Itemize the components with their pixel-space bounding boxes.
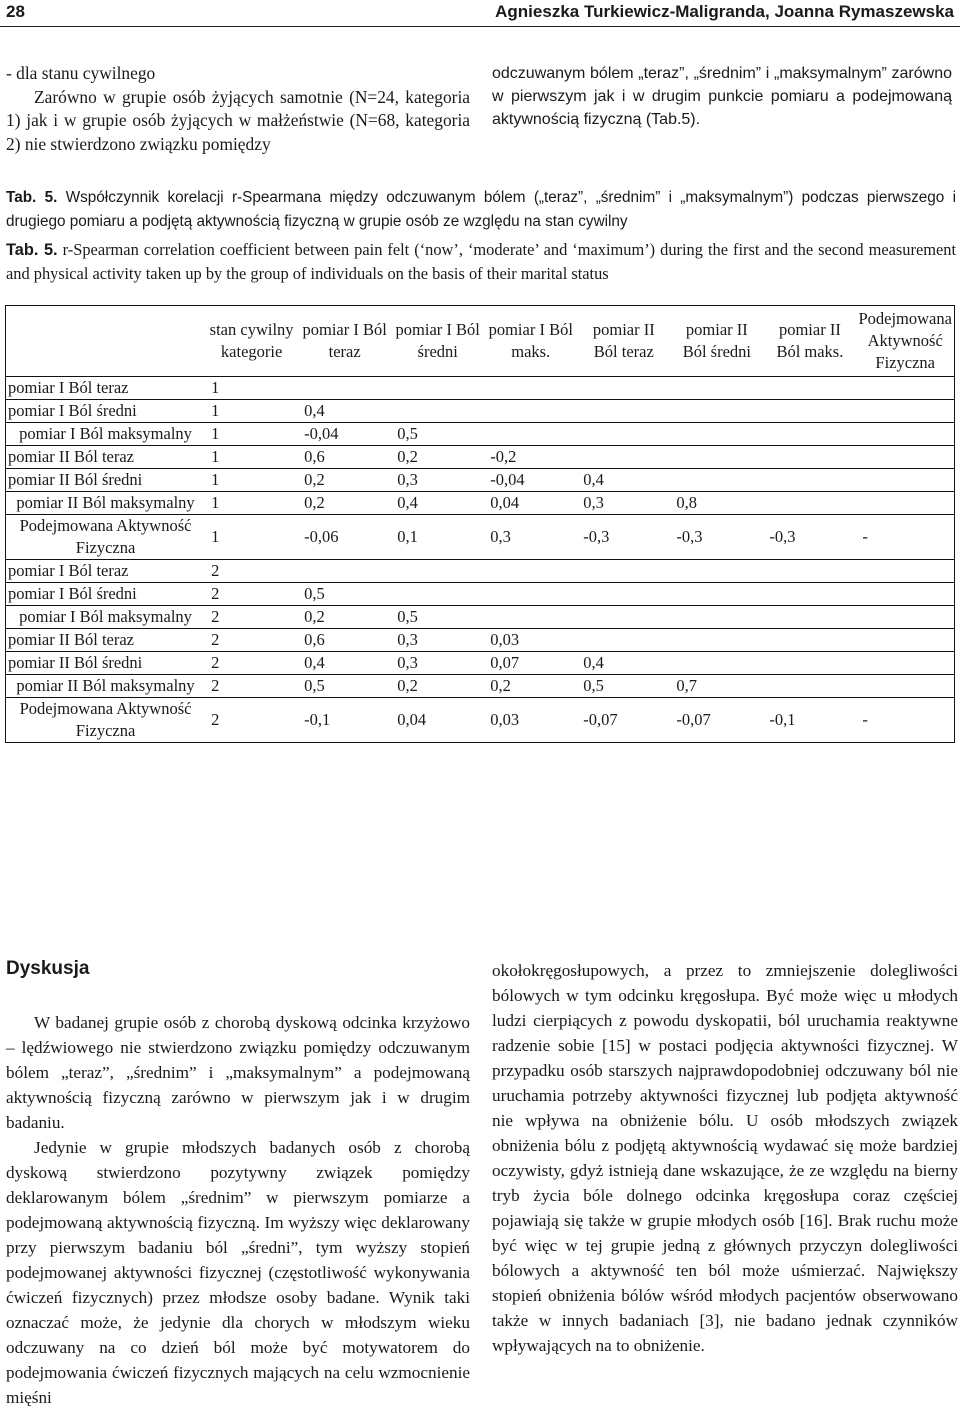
value-cell (670, 446, 763, 469)
value-cell (763, 560, 856, 583)
value-cell (763, 423, 856, 446)
value-cell (763, 652, 856, 675)
row-label-cell: pomiar I Ból maksymalny (19, 424, 192, 443)
category-cell: 2 (211, 561, 220, 580)
value-cell (577, 606, 670, 629)
caption-pl-label: Tab. 5. (6, 189, 58, 206)
value-cell: 0,04 (397, 710, 427, 729)
value-cell (577, 583, 670, 606)
table-caption-polish (6, 186, 956, 234)
value-cell (856, 446, 954, 469)
value-cell: 0,3 (397, 470, 418, 489)
value-cell (484, 606, 577, 629)
value-cell (856, 629, 954, 652)
value-cell: 0,3 (583, 493, 604, 512)
value-cell: -0,1 (304, 710, 331, 729)
value-cell: 0,2 (304, 493, 325, 512)
value-cell (298, 560, 391, 583)
row-label-cell: pomiar I Ból maksymalny (19, 607, 192, 626)
value-cell (763, 629, 856, 652)
discussion-paragraph-2: Jedynie w grupie młodszych badanych osób z chorobą dyskową stwierdzono pozytywny związek pomiędzy deklarowanym bólem „średnim” w pierwszym pomiarze a podejmowaną aktywnością fizyczną. Im wyższy więc deklarowany przy pierwszym badaniu ból „średni”, tym wyższy stopień podejmowanej aktywności fizycznej (częstotliwość wykonywania ćwiczeń fizycznych) przez młodsze osoby badane. Wynik taki oznaczać może, że jedynie dla chorych w młodszym wieku odczuwany na co dzień ból może być motywatorem do podejmowania ćwiczeń fizycznych mających na celu wzmocnienie mięśni (6, 1138, 470, 1407)
value-cell (391, 583, 484, 606)
value-cell (763, 583, 856, 606)
value-cell (670, 560, 763, 583)
value-cell (670, 423, 763, 446)
value-cell (670, 606, 763, 629)
value-cell (763, 606, 856, 629)
value-cell: 0,5 (583, 676, 604, 695)
value-cell: 0,4 (304, 401, 325, 420)
value-cell (298, 377, 391, 400)
value-cell (856, 560, 954, 583)
value-cell: 0,7 (676, 676, 697, 695)
value-cell: -0,3 (676, 527, 703, 546)
value-cell: 0,2 (397, 447, 418, 466)
value-cell (856, 652, 954, 675)
value-cell: - (862, 527, 868, 546)
value-cell (856, 583, 954, 606)
table-body (6, 377, 955, 743)
category-cell: 2 (211, 676, 220, 695)
row-label-cell: Podejmowana Aktywność Fizyczna (19, 516, 192, 557)
discussion-paragraph-1: W badanej grupie osób z chorobą dyskową odcinka krzyżowo – lędźwiowego nie stwierdzono związku pomiędzy odczuwanym bólem „teraz”, „średnim” i „maksymalnym” a podejmowaną aktywnością fizyczną zarówno w pierwszym jak i w drugim badaniu. (6, 1013, 470, 1132)
value-cell: -0,04 (490, 470, 525, 489)
header-cell: Podejmowana Aktywność Fizyczna (858, 309, 952, 372)
value-cell (763, 446, 856, 469)
header-cell: pomiar I Ból średni (395, 320, 480, 361)
table-row (6, 515, 955, 560)
value-cell: 0,07 (490, 653, 520, 672)
value-cell (856, 423, 954, 446)
value-cell: 0,2 (490, 676, 511, 695)
value-cell (856, 377, 954, 400)
top-left-paragraph: Zarówno w grupie osób żyjących samotnie (N=24, kategoria 1) jak i w grupie osób żyjących w małżeństwie (N=68, kategoria 2) nie stwierdzono związku pomiędzy (6, 86, 470, 154)
row-label-cell: pomiar I Ból średni (8, 401, 137, 420)
caption-pl-text: Współczynnik korelacji r-Spearmana między odczuwanym bólem („teraz”, „średnim” i „maksymalnym”) podczas pierwszego i drugiego pomiaru a podjętą aktywnością fizyczną w grupie osób ze względu na stan cywilny (6, 189, 957, 230)
top-right-paragraph: odczuwanym bólem „teraz”, „średnim” i „maksymalnym” zarówno w pierwszym jak i w drugim punkcie pomiaru a podejmowaną aktywnością fizyczną (Tab.5). (492, 65, 952, 128)
table-header-row (6, 306, 955, 377)
row-label-cell: pomiar II Ból teraz (8, 630, 134, 649)
table-row (6, 469, 955, 492)
category-cell: 1 (211, 470, 220, 489)
table-row (6, 652, 955, 675)
value-cell (670, 469, 763, 492)
category-cell: 1 (211, 378, 220, 397)
value-cell: 0,5 (397, 607, 418, 626)
value-cell (856, 492, 954, 515)
value-cell (856, 469, 954, 492)
value-cell: 0,5 (397, 424, 418, 443)
value-cell: 0,4 (583, 470, 604, 489)
caption-en-label: Tab. 5. (6, 241, 58, 259)
table-row (6, 423, 955, 446)
value-cell: -0,3 (583, 527, 610, 546)
value-cell (670, 377, 763, 400)
row-label-cell: pomiar I Ból teraz (8, 561, 129, 580)
page-number: 28 (6, 2, 25, 21)
table-row (6, 492, 955, 515)
top-right-column (492, 62, 952, 131)
table-row (6, 560, 955, 583)
value-cell: 0,5 (304, 584, 325, 603)
value-cell (856, 606, 954, 629)
category-cell: 1 (211, 527, 220, 546)
correlation-table (5, 305, 955, 743)
value-cell (484, 583, 577, 606)
discussion-left-column (6, 1010, 470, 1410)
value-cell: -0,06 (304, 527, 339, 546)
value-cell (484, 560, 577, 583)
value-cell (670, 652, 763, 675)
header-cell: pomiar II Ból maks. (776, 320, 844, 361)
table-row (6, 675, 955, 698)
row-label-cell: pomiar II Ból średni (8, 653, 143, 672)
header-cell: pomiar II Ból średni (682, 320, 751, 361)
table-row (6, 606, 955, 629)
value-cell: 0,4 (583, 653, 604, 672)
table-row (6, 698, 955, 743)
value-cell: 0,6 (304, 447, 325, 466)
table-row (6, 583, 955, 606)
value-cell (763, 675, 856, 698)
correlation-table-container (5, 305, 955, 743)
value-cell (577, 377, 670, 400)
value-cell (484, 400, 577, 423)
row-label-cell: pomiar I Ból średni (8, 584, 137, 603)
value-cell: -0,07 (676, 710, 711, 729)
row-label-cell: pomiar II Ból teraz (8, 447, 134, 466)
header-cell: pomiar I Ból maks. (488, 320, 573, 361)
caption-en-text: r-Spearman correlation coefficient between pain felt (‘now’, ‘moderate’ and ‘maximum’) during the first and the second measurement and physical activity taken up by the group of individuals on the basis of their marital status (6, 240, 956, 283)
value-cell: 0,5 (304, 676, 325, 695)
discussion-right-column (492, 958, 958, 1358)
value-cell (484, 423, 577, 446)
value-cell: -0,04 (304, 424, 339, 443)
value-cell (670, 629, 763, 652)
value-cell: 0,1 (397, 527, 418, 546)
value-cell: -0,07 (583, 710, 618, 729)
value-cell (577, 423, 670, 446)
value-cell (391, 400, 484, 423)
row-label-cell: pomiar II Ból średni (8, 470, 143, 489)
value-cell (391, 377, 484, 400)
value-cell: 0,3 (397, 653, 418, 672)
running-authors: Agnieszka Turkiewicz-Maligranda, Joanna Rymaszewska (495, 2, 954, 21)
value-cell (577, 560, 670, 583)
table-row (6, 377, 955, 400)
header-cell: pomiar II Ból teraz (592, 320, 655, 361)
value-cell (484, 377, 577, 400)
header-cell: pomiar I Ból teraz (302, 320, 387, 361)
category-cell: 2 (211, 630, 220, 649)
value-cell (577, 400, 670, 423)
category-cell: 2 (211, 653, 220, 672)
value-cell (763, 400, 856, 423)
table-caption-english (6, 238, 956, 286)
value-cell: 0,2 (304, 607, 325, 626)
value-cell (577, 629, 670, 652)
header-cell-blank (6, 306, 206, 377)
running-header (0, 0, 960, 27)
value-cell (577, 446, 670, 469)
category-cell: 1 (211, 401, 220, 420)
value-cell: 0,2 (397, 676, 418, 695)
value-cell (763, 492, 856, 515)
value-cell (763, 469, 856, 492)
value-cell: 0,6 (304, 630, 325, 649)
value-cell: 0,4 (304, 653, 325, 672)
top-left-column (6, 62, 470, 156)
table-row (6, 400, 955, 423)
value-cell (670, 400, 763, 423)
value-cell (670, 583, 763, 606)
value-cell: -0,1 (769, 710, 796, 729)
value-cell (763, 377, 856, 400)
header-cell: stan cywilny kategorie (209, 320, 294, 361)
value-cell: 0,8 (676, 493, 697, 512)
table-row (6, 446, 955, 469)
category-cell: 1 (211, 493, 220, 512)
value-cell (856, 400, 954, 423)
discussion-paragraph-3: okołokręgosłupowych, a przez to zmniejszenie dolegliwości bólowych w tym odcinku kręgosłupa. Być może więc u młodych ludzi cierpiących z powodu dyskopatii, ból uruchamia reaktywne radzenie sobie [15] w postaci podjęcia aktywności fizycznej. W przypadku osób starszych najprawdopodobniej odczuwany ból nie uruchamia potrzeby aktywności fizycznej lub podjęta aktywność nie wpływa na obniżenie bólu. U osób młodszych związek obniżenia bólu z podjętą aktywnością wydawać się może bardziej oczywisty, gdyż istnieją dane wskazujące, że ze względu na bierny tryb życia bóle dolnego odcinka kręgosłupa coraz częściej pojawiają się także w grupie młodych osób [16]. Brak ruchu może być więc w tej grupie jedną z głównych przyczyn dolegliwości bólowych a aktywność ten ból może uśmierzać. Największy stopień obniżenia bólów wśród młodych pacjentów obserwowano także w innych badaniach [3], nie badano jednak czynników wpływających na to obniżenie. (492, 961, 958, 1355)
value-cell (391, 560, 484, 583)
category-cell: 2 (211, 584, 220, 603)
value-cell: 0,03 (490, 630, 520, 649)
category-cell: 2 (211, 710, 220, 729)
value-cell: -0,2 (490, 447, 517, 466)
value-cell: 0,2 (304, 470, 325, 489)
value-cell: - (862, 710, 868, 729)
value-cell: 0,3 (397, 630, 418, 649)
value-cell: -0,3 (769, 527, 796, 546)
row-label-cell: pomiar II Ból maksymalny (16, 676, 195, 695)
value-cell (856, 675, 954, 698)
table-row (6, 629, 955, 652)
row-label-cell: pomiar I Ból teraz (8, 378, 129, 397)
row-label-cell: pomiar II Ból maksymalny (16, 493, 195, 512)
value-cell: 0,3 (490, 527, 511, 546)
category-cell: 1 (211, 424, 220, 443)
category-cell: 2 (211, 607, 220, 626)
category-cell: 1 (211, 447, 220, 466)
row-label-cell: Podejmowana Aktywność Fizyczna (19, 699, 192, 740)
marital-status-heading: - dla stanu cywilnego (6, 63, 156, 83)
section-title-discussion: Dyskusja (6, 958, 90, 979)
value-cell: 0,4 (397, 493, 418, 512)
value-cell: 0,04 (490, 493, 520, 512)
value-cell: 0,03 (490, 710, 520, 729)
